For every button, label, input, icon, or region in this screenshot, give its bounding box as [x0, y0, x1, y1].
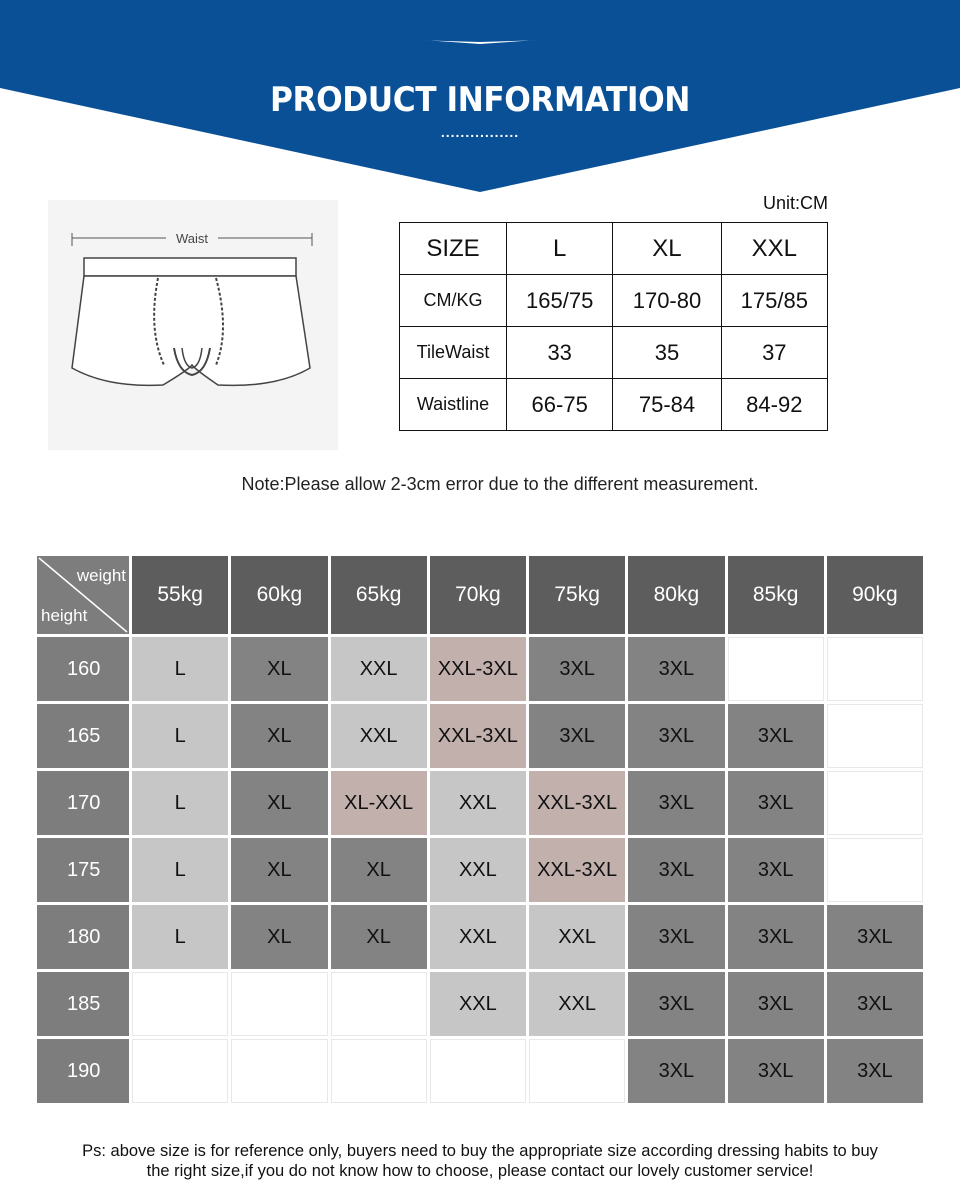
- size-recommendation-cell: [827, 838, 923, 902]
- table-cell: 37: [721, 327, 827, 379]
- size-table: [399, 222, 828, 431]
- size-recommendation-cell: [827, 637, 923, 701]
- size-recommendation-cell: 3XL: [628, 1039, 724, 1103]
- size-recommendation-cell: XXL: [430, 838, 526, 902]
- size-recommendation-cell: XXL: [529, 972, 625, 1036]
- size-recommendation-cell: L: [132, 637, 228, 701]
- size-recommendation-cell: 3XL: [728, 1039, 824, 1103]
- size-recommendation-cell: XL: [231, 838, 327, 902]
- size-recommendation-cell: L: [132, 838, 228, 902]
- size-col-l: L: [507, 223, 613, 275]
- size-recommendation-cell: [827, 771, 923, 835]
- size-recommendation-cell: 3XL: [628, 771, 724, 835]
- size-recommendation-cell: 3XL: [728, 838, 824, 902]
- size-recommendation-cell: [132, 1039, 228, 1103]
- size-recommendation-cell: XXL-3XL: [430, 704, 526, 768]
- weight-column-header: 75kg: [529, 556, 625, 634]
- footer-line-1: Ps: above size is for reference only, buyers need to buy the appropriate size according dressing habits to buy: [82, 1142, 878, 1160]
- size-recommendation-cell: 3XL: [728, 771, 824, 835]
- size-table-row: [400, 327, 828, 379]
- weight-column-header: 55kg: [132, 556, 228, 634]
- size-recommendation-cell: [728, 637, 824, 701]
- size-recommendation-cell: [132, 972, 228, 1036]
- size-recommendation-cell: XXL: [529, 905, 625, 969]
- table-cell: 175/85: [721, 275, 827, 327]
- title-dots-divider: ................: [440, 124, 520, 140]
- size-col-xl: XL: [613, 223, 721, 275]
- boxer-briefs-drawing: [48, 200, 338, 450]
- size-recommendation-cell: XL: [231, 637, 327, 701]
- row-label-cmkg: CM/KG: [400, 275, 507, 327]
- footer-line-2: the right size,if you do not know how to choose, please contact our lovely customer service!: [146, 1162, 814, 1180]
- size-recommendation-cell: XL: [231, 905, 327, 969]
- height-row-header: 165: [37, 704, 129, 768]
- table-cell: 75-84: [613, 379, 721, 431]
- size-recommendation-cell: [231, 1039, 327, 1103]
- size-recommendation-cell: [529, 1039, 625, 1103]
- table-cell: 35: [613, 327, 721, 379]
- size-recommendation-cell: XXL: [331, 704, 427, 768]
- size-recommendation-cell: 3XL: [529, 637, 625, 701]
- size-recommendation-cell: L: [132, 704, 228, 768]
- size-recommendation-cell: 3XL: [628, 704, 724, 768]
- height-row-header: 160: [37, 637, 129, 701]
- weight-column-header: 65kg: [331, 556, 427, 634]
- size-recommendation-cell: 3XL: [827, 972, 923, 1036]
- weight-column-header: 70kg: [430, 556, 526, 634]
- size-recommendation-cell: 3XL: [628, 905, 724, 969]
- table-cell: 165/75: [507, 275, 613, 327]
- weight-column-header: 90kg: [827, 556, 923, 634]
- weight-column-header: 85kg: [728, 556, 824, 634]
- size-recommendation-cell: [430, 1039, 526, 1103]
- height-row-header: 190: [37, 1039, 129, 1103]
- size-recommendation-cell: XXL-3XL: [529, 838, 625, 902]
- height-row-header: 170: [37, 771, 129, 835]
- corner-weight-label: weight: [76, 566, 126, 585]
- size-recommendation-cell: L: [132, 771, 228, 835]
- weight-column-header: 80kg: [628, 556, 724, 634]
- size-header: SIZE: [400, 223, 507, 275]
- corner-height-label: height: [41, 606, 88, 625]
- table-cell: 170-80: [613, 275, 721, 327]
- size-table-row: [400, 379, 828, 431]
- size-recommendation-cell: XXL: [430, 905, 526, 969]
- size-recommendation-cell: XXL: [430, 771, 526, 835]
- height-row-header: 185: [37, 972, 129, 1036]
- table-cell: 33: [507, 327, 613, 379]
- height-row-header: 180: [37, 905, 129, 969]
- size-recommendation-cell: XXL: [331, 637, 427, 701]
- size-recommendation-cell: 3XL: [529, 704, 625, 768]
- size-recommendation-cell: 3XL: [728, 972, 824, 1036]
- size-recommendation-cell: 3XL: [827, 1039, 923, 1103]
- size-recommendation-cell: 3XL: [728, 905, 824, 969]
- size-recommendation-cell: XL: [331, 838, 427, 902]
- size-recommendation-cell: XL: [331, 905, 427, 969]
- size-recommendation-cell: 3XL: [728, 704, 824, 768]
- size-recommendation-cell: [827, 704, 923, 768]
- size-table-header-row: [400, 223, 828, 275]
- size-recommendation-cell: [331, 972, 427, 1036]
- size-recommendation-cell: XXL: [430, 972, 526, 1036]
- size-recommendation-cell: XXL-3XL: [529, 771, 625, 835]
- size-recommendation-cell: XL: [231, 771, 327, 835]
- table-cell: 66-75: [507, 379, 613, 431]
- size-recommendation-cell: 3XL: [628, 838, 724, 902]
- size-recommendation-cell: XXL-3XL: [430, 637, 526, 701]
- size-table-row: [400, 275, 828, 327]
- size-recommendation-cell: [231, 972, 327, 1036]
- size-recommendation-cell: XL-XXL: [331, 771, 427, 835]
- table-cell: 84-92: [721, 379, 827, 431]
- size-recommendation-cell: [331, 1039, 427, 1103]
- size-col-xxl: XXL: [721, 223, 827, 275]
- footer-note: [0, 1141, 960, 1181]
- size-recommendation-cell: 3XL: [827, 905, 923, 969]
- page-title: PRODUCT INFORMATION: [270, 80, 690, 120]
- waist-label: Waist: [175, 231, 209, 246]
- row-label-tilewaist: TileWaist: [400, 327, 507, 379]
- weight-height-chart: [37, 556, 923, 1103]
- size-recommendation-cell: 3XL: [628, 972, 724, 1036]
- height-row-header: 175: [37, 838, 129, 902]
- size-recommendation-cell: 3XL: [628, 637, 724, 701]
- size-recommendation-cell: L: [132, 905, 228, 969]
- row-label-waistline: Waistline: [400, 379, 507, 431]
- size-recommendation-cell: XL: [231, 704, 327, 768]
- unit-label: Unit:CM: [762, 193, 828, 213]
- weight-column-header: 60kg: [231, 556, 327, 634]
- chart-corner: [37, 556, 129, 634]
- measurement-note: Note:Please allow 2-3cm error due to the different measurement.: [241, 474, 759, 494]
